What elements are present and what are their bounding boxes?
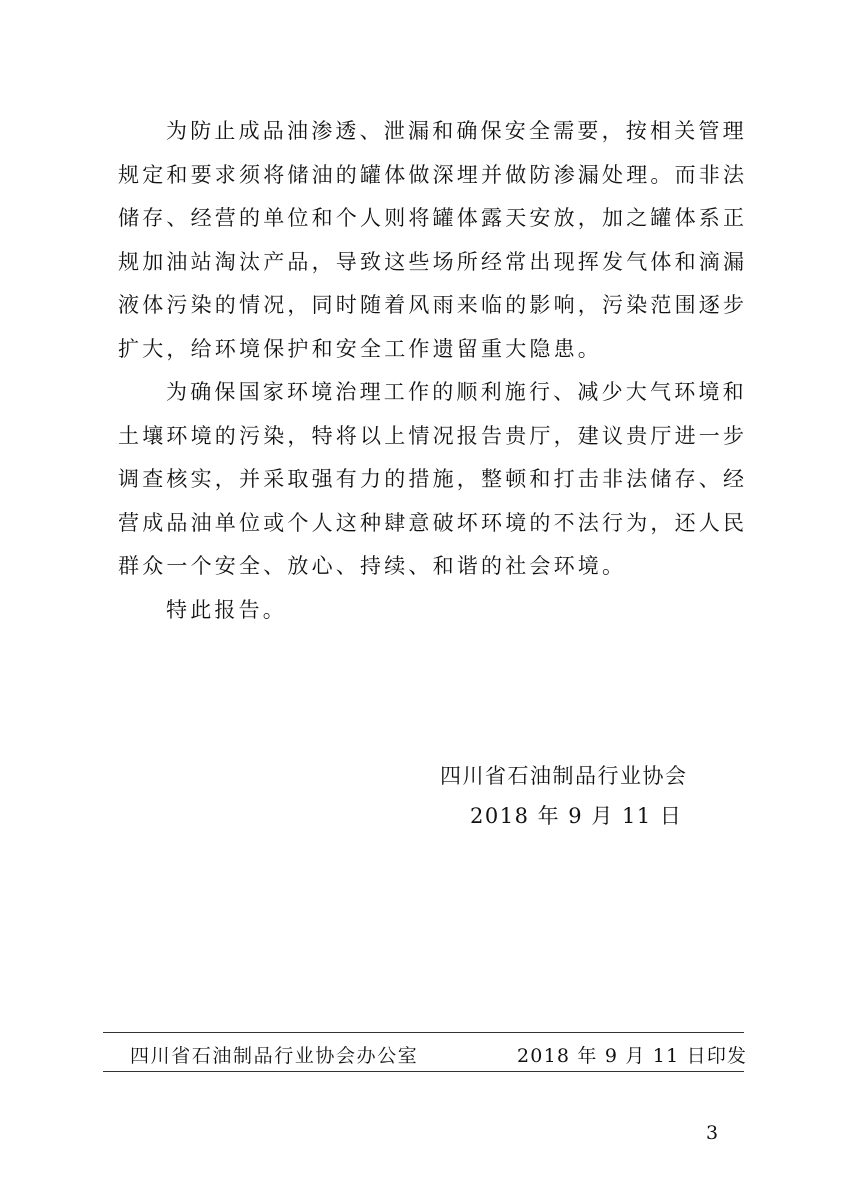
document-body	[118, 110, 748, 632]
text-line: 为确保国家环境治理工作的顺利施行、减少大气环境和	[166, 380, 747, 404]
text-line: 调查核实，并采取强有力的措施，整顿和打击非法储存、经	[118, 467, 748, 491]
signature-organization: 四川省石油制品行业协会	[440, 764, 688, 788]
text-line: 群众一个安全、放心、持续、和谐的社会环境。	[118, 554, 627, 578]
text-line: 营成品油单位或个人这种肆意破坏环境的不法行为，还人民	[118, 510, 748, 535]
footer-top-rule	[103, 1032, 744, 1033]
text-line: 为防止成品油渗透、泄漏和确保安全需要，按相关管理	[166, 119, 747, 143]
text-line: 储存、经营的单位和个人则将罐体露天安放，加之罐体系正	[118, 206, 748, 230]
text-line: 液体污染的情况，同时随着风雨来临的影响，污染范围逐步	[118, 293, 748, 317]
paragraph-2	[118, 371, 748, 589]
footer-bottom-rule	[103, 1071, 744, 1072]
text-line: 规加油站淘汰产品，导致这些场所经常出现挥发气体和滴漏	[118, 249, 748, 274]
text-line: 扩大，给环境保护和安全工作遗留重大隐患。	[118, 336, 602, 361]
footer-issue-date: 2018 年 9 月 11 日印发	[517, 1045, 748, 1067]
paragraph-3	[118, 589, 724, 633]
signature-date: 2018 年 9 月 11 日	[470, 804, 683, 828]
paragraph-1	[118, 110, 748, 371]
footer-issuer: 四川省石油制品行业协会办公室	[130, 1045, 419, 1067]
text-line: 规定和要求须将储油的罐体做深埋并做防渗漏处理。而非法	[118, 162, 748, 187]
text-line: 特此报告。	[166, 597, 287, 622]
page-number: 3	[706, 1122, 719, 1144]
text-line: 土壤环境的污染，特将以上情况报告贵厅，建议贵厅进一步	[118, 423, 748, 448]
